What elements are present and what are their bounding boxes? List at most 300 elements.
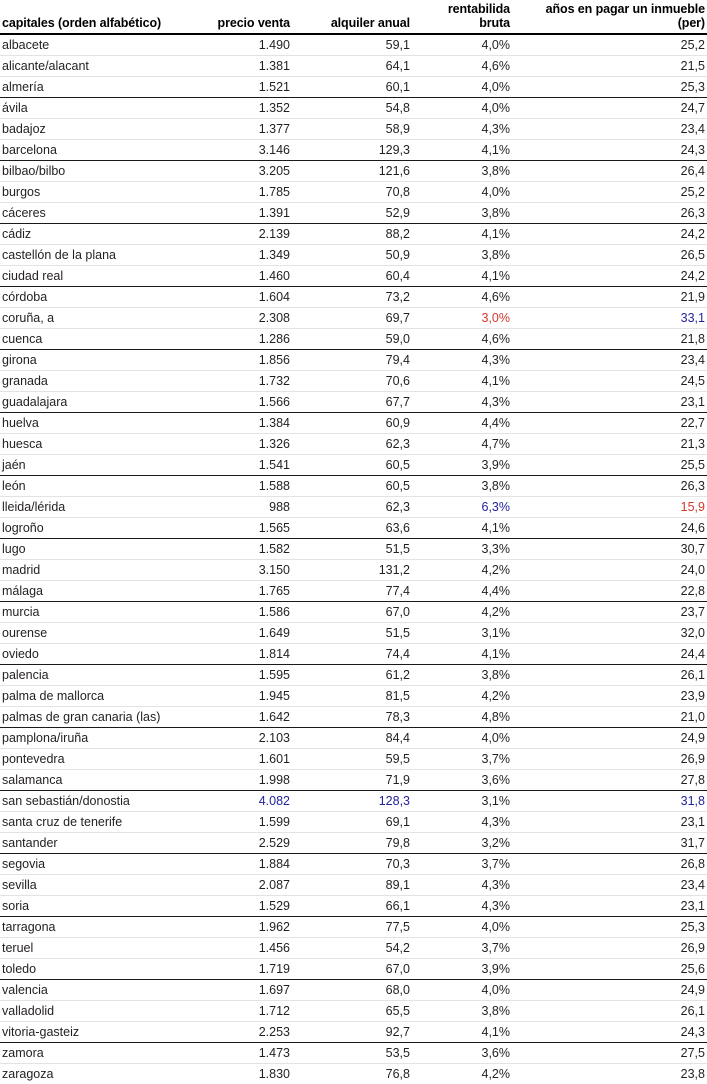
table-row[interactable] [0,98,707,119]
cell-rentabilidad: 4,2% [415,1064,537,1084]
cell-rentabilidad: 4,0% [415,77,537,98]
cell-capital: alicante/alacant [0,56,190,77]
cell-rentabilidad: 3,8% [415,161,537,182]
cell-precio-venta: 1.856 [190,350,300,371]
cell-alquiler-anual: 60,1 [300,77,415,98]
cell-anos-pagar: 24,2 [537,266,707,287]
cell-alquiler-anual: 77,5 [300,917,415,938]
cell-capital: cáceres [0,203,190,224]
cell-anos-pagar: 26,9 [537,749,707,770]
cell-precio-venta: 2.139 [190,224,300,245]
cell-capital: tarragona [0,917,190,938]
table-row[interactable] [0,581,707,602]
cell-precio-venta: 1.642 [190,707,300,728]
cell-capital: palmas de gran canaria (las) [0,707,190,728]
cell-alquiler-anual: 63,6 [300,518,415,539]
cell-precio-venta: 4.082 [190,791,300,812]
cell-capital: pamplona/iruña [0,728,190,749]
table-row[interactable] [0,665,707,686]
cell-anos-pagar: 26,8 [537,854,707,875]
table-row[interactable] [0,497,707,518]
column-header-precio-venta[interactable]: precio venta [190,0,300,34]
cell-precio-venta: 3.146 [190,140,300,161]
table-row[interactable] [0,791,707,812]
cell-precio-venta: 1.785 [190,182,300,203]
table-row[interactable] [0,161,707,182]
cell-precio-venta: 1.391 [190,203,300,224]
cell-precio-venta: 1.377 [190,119,300,140]
cell-anos-pagar: 26,4 [537,161,707,182]
cell-anos-pagar: 26,5 [537,245,707,266]
table-row[interactable] [0,728,707,749]
cell-alquiler-anual: 70,6 [300,371,415,392]
cell-alquiler-anual: 79,8 [300,833,415,854]
cell-rentabilidad: 4,7% [415,434,537,455]
cell-precio-venta: 2.087 [190,875,300,896]
cell-capital: bilbao/bilbo [0,161,190,182]
cell-alquiler-anual: 50,9 [300,245,415,266]
cell-alquiler-anual: 54,2 [300,938,415,959]
table-row[interactable] [0,77,707,98]
table-row[interactable] [0,1064,707,1084]
cell-rentabilidad: 3,8% [415,1001,537,1022]
cell-rentabilidad: 3,7% [415,854,537,875]
cell-rentabilidad: 4,1% [415,266,537,287]
cell-capital: albacete [0,34,190,56]
table-row[interactable] [0,350,707,371]
cell-rentabilidad: 3,0% [415,308,537,329]
cell-alquiler-anual: 68,0 [300,980,415,1001]
cell-rentabilidad: 4,0% [415,182,537,203]
cell-anos-pagar: 33,1 [537,308,707,329]
cell-precio-venta: 1.541 [190,455,300,476]
column-header-rentabilidad-bruta[interactable]: rentabilida bruta [415,0,537,34]
table-row[interactable] [0,854,707,875]
cell-rentabilidad: 4,0% [415,98,537,119]
table-row[interactable] [0,1022,707,1043]
cell-rentabilidad: 4,1% [415,644,537,665]
cell-rentabilidad: 3,3% [415,539,537,560]
cell-precio-venta: 2.253 [190,1022,300,1043]
cell-precio-venta: 1.565 [190,518,300,539]
cell-anos-pagar: 24,7 [537,98,707,119]
cell-capital: málaga [0,581,190,602]
cell-anos-pagar: 22,7 [537,413,707,434]
cell-rentabilidad: 4,3% [415,896,537,917]
cell-capital: burgos [0,182,190,203]
cell-precio-venta: 1.456 [190,938,300,959]
cell-rentabilidad: 3,6% [415,770,537,791]
table-row[interactable] [0,896,707,917]
cell-alquiler-anual: 58,9 [300,119,415,140]
cell-alquiler-anual: 67,0 [300,959,415,980]
table-row[interactable] [0,203,707,224]
cell-rentabilidad: 4,6% [415,56,537,77]
cell-anos-pagar: 23,9 [537,686,707,707]
table-row[interactable] [0,119,707,140]
cell-capital: oviedo [0,644,190,665]
cell-anos-pagar: 24,0 [537,560,707,581]
cell-alquiler-anual: 78,3 [300,707,415,728]
cell-anos-pagar: 25,5 [537,455,707,476]
cell-alquiler-anual: 71,9 [300,770,415,791]
cell-anos-pagar: 23,4 [537,119,707,140]
cell-anos-pagar: 21,3 [537,434,707,455]
cell-precio-venta: 1.582 [190,539,300,560]
cell-anos-pagar: 27,5 [537,1043,707,1064]
cell-capital: lleida/lérida [0,497,190,518]
cell-alquiler-anual: 60,5 [300,455,415,476]
cell-capital: sevilla [0,875,190,896]
cell-rentabilidad: 4,1% [415,371,537,392]
cell-precio-venta: 1.601 [190,749,300,770]
cell-anos-pagar: 21,9 [537,287,707,308]
cell-rentabilidad: 4,1% [415,518,537,539]
cell-precio-venta: 1.830 [190,1064,300,1084]
cell-anos-pagar: 31,8 [537,791,707,812]
cell-alquiler-anual: 77,4 [300,581,415,602]
cell-anos-pagar: 21,8 [537,329,707,350]
cell-anos-pagar: 23,8 [537,1064,707,1084]
cell-capital: guadalajara [0,392,190,413]
table-row[interactable] [0,833,707,854]
table-row[interactable] [0,959,707,980]
cell-capital: salamanca [0,770,190,791]
cell-anos-pagar: 25,3 [537,77,707,98]
table-row[interactable] [0,434,707,455]
cell-alquiler-anual: 59,1 [300,34,415,56]
cell-anos-pagar: 25,2 [537,182,707,203]
cell-anos-pagar: 31,7 [537,833,707,854]
cell-rentabilidad: 3,6% [415,1043,537,1064]
cell-precio-venta: 2.529 [190,833,300,854]
cell-precio-venta: 1.326 [190,434,300,455]
cell-capital: castellón de la plana [0,245,190,266]
cell-precio-venta: 1.473 [190,1043,300,1064]
cell-alquiler-anual: 129,3 [300,140,415,161]
cell-alquiler-anual: 74,4 [300,644,415,665]
table-row[interactable] [0,560,707,581]
cell-alquiler-anual: 89,1 [300,875,415,896]
table-row[interactable] [0,644,707,665]
cell-alquiler-anual: 79,4 [300,350,415,371]
table-row[interactable] [0,329,707,350]
cell-capital: logroño [0,518,190,539]
cell-precio-venta: 1.384 [190,413,300,434]
cell-anos-pagar: 22,8 [537,581,707,602]
table-row[interactable] [0,266,707,287]
table-body [0,34,707,1084]
table-row[interactable] [0,182,707,203]
cell-precio-venta: 3.150 [190,560,300,581]
cell-rentabilidad: 3,8% [415,476,537,497]
cell-capital: huesca [0,434,190,455]
cell-precio-venta: 1.697 [190,980,300,1001]
table-row[interactable] [0,749,707,770]
cell-rentabilidad: 4,3% [415,875,537,896]
cell-precio-venta: 1.286 [190,329,300,350]
cell-alquiler-anual: 92,7 [300,1022,415,1043]
cell-precio-venta: 1.595 [190,665,300,686]
cell-precio-venta: 1.884 [190,854,300,875]
cell-alquiler-anual: 60,5 [300,476,415,497]
cell-rentabilidad: 4,2% [415,686,537,707]
table-row[interactable] [0,875,707,896]
cell-rentabilidad: 4,3% [415,812,537,833]
cell-rentabilidad: 4,3% [415,392,537,413]
cell-precio-venta: 2.308 [190,308,300,329]
cell-precio-venta: 1.588 [190,476,300,497]
cell-precio-venta: 1.814 [190,644,300,665]
cell-capital: ourense [0,623,190,644]
cell-rentabilidad: 4,0% [415,980,537,1001]
cell-capital: murcia [0,602,190,623]
cell-alquiler-anual: 65,5 [300,1001,415,1022]
cell-anos-pagar: 26,3 [537,203,707,224]
table-row[interactable] [0,917,707,938]
cell-alquiler-anual: 66,1 [300,896,415,917]
cell-precio-venta: 1.599 [190,812,300,833]
cell-rentabilidad: 3,9% [415,455,537,476]
cell-alquiler-anual: 69,7 [300,308,415,329]
cell-rentabilidad: 3,1% [415,791,537,812]
table-header-row [0,0,707,34]
cell-alquiler-anual: 67,7 [300,392,415,413]
table-row[interactable] [0,455,707,476]
table-row[interactable] [0,245,707,266]
table-row[interactable] [0,518,707,539]
cell-rentabilidad: 3,9% [415,959,537,980]
cell-capital: coruña, a [0,308,190,329]
cell-anos-pagar: 24,9 [537,980,707,1001]
cell-alquiler-anual: 121,6 [300,161,415,182]
cell-rentabilidad: 4,1% [415,224,537,245]
cell-anos-pagar: 23,1 [537,392,707,413]
cell-rentabilidad: 3,1% [415,623,537,644]
table-row[interactable] [0,140,707,161]
cell-precio-venta: 1.490 [190,34,300,56]
cell-capital: cuenca [0,329,190,350]
cell-precio-venta: 1.732 [190,371,300,392]
cell-anos-pagar: 23,1 [537,896,707,917]
cell-capital: vitoria-gasteiz [0,1022,190,1043]
cell-anos-pagar: 23,4 [537,350,707,371]
cell-alquiler-anual: 62,3 [300,497,415,518]
cell-capital: pontevedra [0,749,190,770]
cell-capital: palma de mallorca [0,686,190,707]
table-row[interactable] [0,602,707,623]
cell-alquiler-anual: 62,3 [300,434,415,455]
table-row[interactable] [0,938,707,959]
cell-precio-venta: 1.352 [190,98,300,119]
cell-anos-pagar: 24,4 [537,644,707,665]
cell-anos-pagar: 24,9 [537,728,707,749]
cell-anos-pagar: 25,3 [537,917,707,938]
cell-precio-venta: 2.103 [190,728,300,749]
cell-capital: león [0,476,190,497]
cell-alquiler-anual: 64,1 [300,56,415,77]
cell-capital: segovia [0,854,190,875]
table-row[interactable] [0,287,707,308]
cell-alquiler-anual: 76,8 [300,1064,415,1084]
cell-rentabilidad: 3,8% [415,245,537,266]
cell-precio-venta: 1.529 [190,896,300,917]
cell-precio-venta: 1.566 [190,392,300,413]
cell-alquiler-anual: 88,2 [300,224,415,245]
table-row[interactable] [0,980,707,1001]
cell-alquiler-anual: 70,3 [300,854,415,875]
cell-capital: barcelona [0,140,190,161]
cell-precio-venta: 1.945 [190,686,300,707]
cell-precio-venta: 1.649 [190,623,300,644]
cell-alquiler-anual: 51,5 [300,623,415,644]
table-row[interactable] [0,1043,707,1064]
cell-rentabilidad: 3,8% [415,665,537,686]
cell-rentabilidad: 4,1% [415,140,537,161]
cell-anos-pagar: 24,5 [537,371,707,392]
table-row[interactable] [0,34,707,56]
cell-rentabilidad: 4,4% [415,581,537,602]
cell-rentabilidad: 6,3% [415,497,537,518]
cell-alquiler-anual: 53,5 [300,1043,415,1064]
cell-alquiler-anual: 60,4 [300,266,415,287]
cell-rentabilidad: 4,3% [415,119,537,140]
table-row[interactable] [0,392,707,413]
cell-precio-venta: 1.962 [190,917,300,938]
cell-anos-pagar: 23,7 [537,602,707,623]
table-row[interactable] [0,770,707,791]
cell-precio-venta: 1.460 [190,266,300,287]
cell-alquiler-anual: 59,5 [300,749,415,770]
table-row[interactable] [0,539,707,560]
cell-rentabilidad: 4,2% [415,560,537,581]
table-row[interactable] [0,413,707,434]
cell-anos-pagar: 23,1 [537,812,707,833]
cell-rentabilidad: 4,0% [415,728,537,749]
table-row[interactable] [0,812,707,833]
cell-alquiler-anual: 67,0 [300,602,415,623]
cell-anos-pagar: 25,2 [537,34,707,56]
cell-capital: jaén [0,455,190,476]
cell-anos-pagar: 26,1 [537,1001,707,1022]
cell-rentabilidad: 4,3% [415,350,537,371]
cell-capital: soria [0,896,190,917]
cell-capital: valencia [0,980,190,1001]
cell-capital: ávila [0,98,190,119]
cell-capital: córdoba [0,287,190,308]
cell-anos-pagar: 15,9 [537,497,707,518]
cell-alquiler-anual: 61,2 [300,665,415,686]
cell-alquiler-anual: 73,2 [300,287,415,308]
cell-capital: ciudad real [0,266,190,287]
cell-alquiler-anual: 54,8 [300,98,415,119]
cell-anos-pagar: 26,3 [537,476,707,497]
cell-capital: toledo [0,959,190,980]
table-row[interactable] [0,686,707,707]
cell-alquiler-anual: 128,3 [300,791,415,812]
cell-alquiler-anual: 51,5 [300,539,415,560]
cell-capital: santander [0,833,190,854]
column-header-alquiler-anual[interactable]: alquiler anual [300,0,415,34]
table-row[interactable] [0,707,707,728]
cell-anos-pagar: 26,9 [537,938,707,959]
cell-precio-venta: 988 [190,497,300,518]
cell-precio-venta: 1.381 [190,56,300,77]
cell-anos-pagar: 32,0 [537,623,707,644]
cell-anos-pagar: 21,0 [537,707,707,728]
cell-anos-pagar: 24,3 [537,140,707,161]
cell-capital: granada [0,371,190,392]
cell-capital: santa cruz de tenerife [0,812,190,833]
cell-alquiler-anual: 70,8 [300,182,415,203]
cell-anos-pagar: 26,1 [537,665,707,686]
table-row[interactable] [0,224,707,245]
cell-anos-pagar: 24,3 [537,1022,707,1043]
cell-capital: badajoz [0,119,190,140]
cell-capital: palencia [0,665,190,686]
cell-precio-venta: 1.604 [190,287,300,308]
cell-precio-venta: 1.998 [190,770,300,791]
cell-rentabilidad: 3,7% [415,749,537,770]
table-row[interactable] [0,476,707,497]
cell-capital: girona [0,350,190,371]
cell-rentabilidad: 4,4% [415,413,537,434]
cell-capital: madrid [0,560,190,581]
cell-alquiler-anual: 52,9 [300,203,415,224]
cell-rentabilidad: 3,7% [415,938,537,959]
cell-precio-venta: 3.205 [190,161,300,182]
table-row[interactable] [0,56,707,77]
cell-rentabilidad: 4,0% [415,917,537,938]
cell-anos-pagar: 24,2 [537,224,707,245]
cell-rentabilidad: 4,1% [415,1022,537,1043]
cell-alquiler-anual: 84,4 [300,728,415,749]
column-header-capitales[interactable]: capitales (orden alfabético) [0,0,190,34]
table-row[interactable] [0,371,707,392]
cell-anos-pagar: 23,4 [537,875,707,896]
cell-capital: zamora [0,1043,190,1064]
table-header [0,0,707,34]
cell-precio-venta: 1.719 [190,959,300,980]
cell-rentabilidad: 4,8% [415,707,537,728]
cell-capital: lugo [0,539,190,560]
table-row[interactable] [0,623,707,644]
cell-rentabilidad: 4,0% [415,34,537,56]
cell-precio-venta: 1.765 [190,581,300,602]
table-row[interactable] [0,1001,707,1022]
cell-precio-venta: 1.586 [190,602,300,623]
cell-alquiler-anual: 131,2 [300,560,415,581]
table-row[interactable] [0,308,707,329]
cell-anos-pagar: 25,6 [537,959,707,980]
cell-alquiler-anual: 59,0 [300,329,415,350]
cell-alquiler-anual: 60,9 [300,413,415,434]
cell-rentabilidad: 3,8% [415,203,537,224]
cell-anos-pagar: 30,7 [537,539,707,560]
cell-anos-pagar: 24,6 [537,518,707,539]
cell-anos-pagar: 27,8 [537,770,707,791]
cell-precio-venta: 1.349 [190,245,300,266]
cell-precio-venta: 1.712 [190,1001,300,1022]
cell-rentabilidad: 4,6% [415,329,537,350]
cell-alquiler-anual: 69,1 [300,812,415,833]
cell-alquiler-anual: 81,5 [300,686,415,707]
cell-rentabilidad: 4,2% [415,602,537,623]
cell-precio-venta: 1.521 [190,77,300,98]
column-header-anos-en-pagar[interactable]: años en pagar un inmueble (per) [537,0,707,34]
cell-rentabilidad: 3,2% [415,833,537,854]
cell-rentabilidad: 4,6% [415,287,537,308]
